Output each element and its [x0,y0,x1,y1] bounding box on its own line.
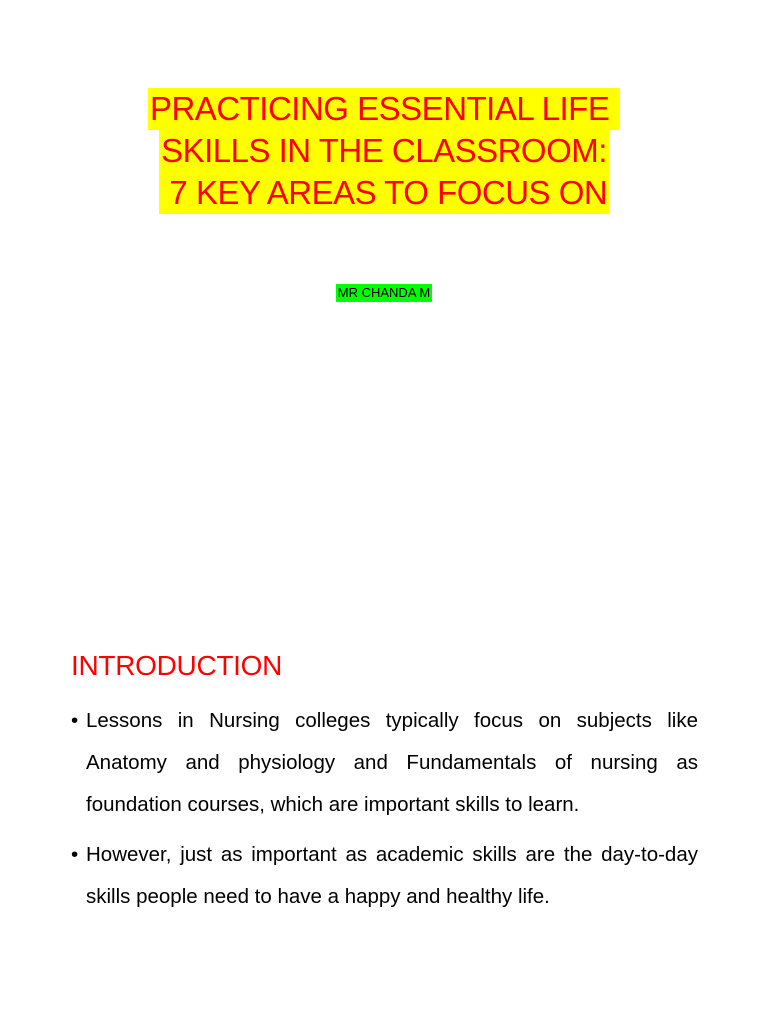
bullet-text: However, just as important as academic skills are the day-to-day skills people need to have a happy and healthy life. [86,843,698,908]
list-item [71,834,698,918]
bullet-text: Lessons in Nursing colleges typically focus on subjects like Anatomy and physiology and Fundamentals of nursing as foundation courses, which are important skills to learn. [86,709,698,816]
title-row [0,88,768,130]
author-block [0,284,768,302]
title-row [0,130,768,172]
bullet-list [71,700,698,926]
title-slide [0,88,768,214]
section-heading: INTRODUCTION [71,650,283,681]
title-line-1: PRACTICING ESSENTIAL LIFE [148,88,620,130]
slide-divider [0,605,768,606]
title-line-3: 7 KEY AREAS TO FOCUS ON [159,172,610,214]
title-line-2: SKILLS IN THE CLASSROOM: [159,130,609,172]
list-item [71,700,698,826]
title-row [0,172,768,214]
bullet-dot-icon: • [71,709,79,732]
bullet-dot-icon: • [71,843,79,866]
author-name: MR CHANDA M [337,285,431,300]
